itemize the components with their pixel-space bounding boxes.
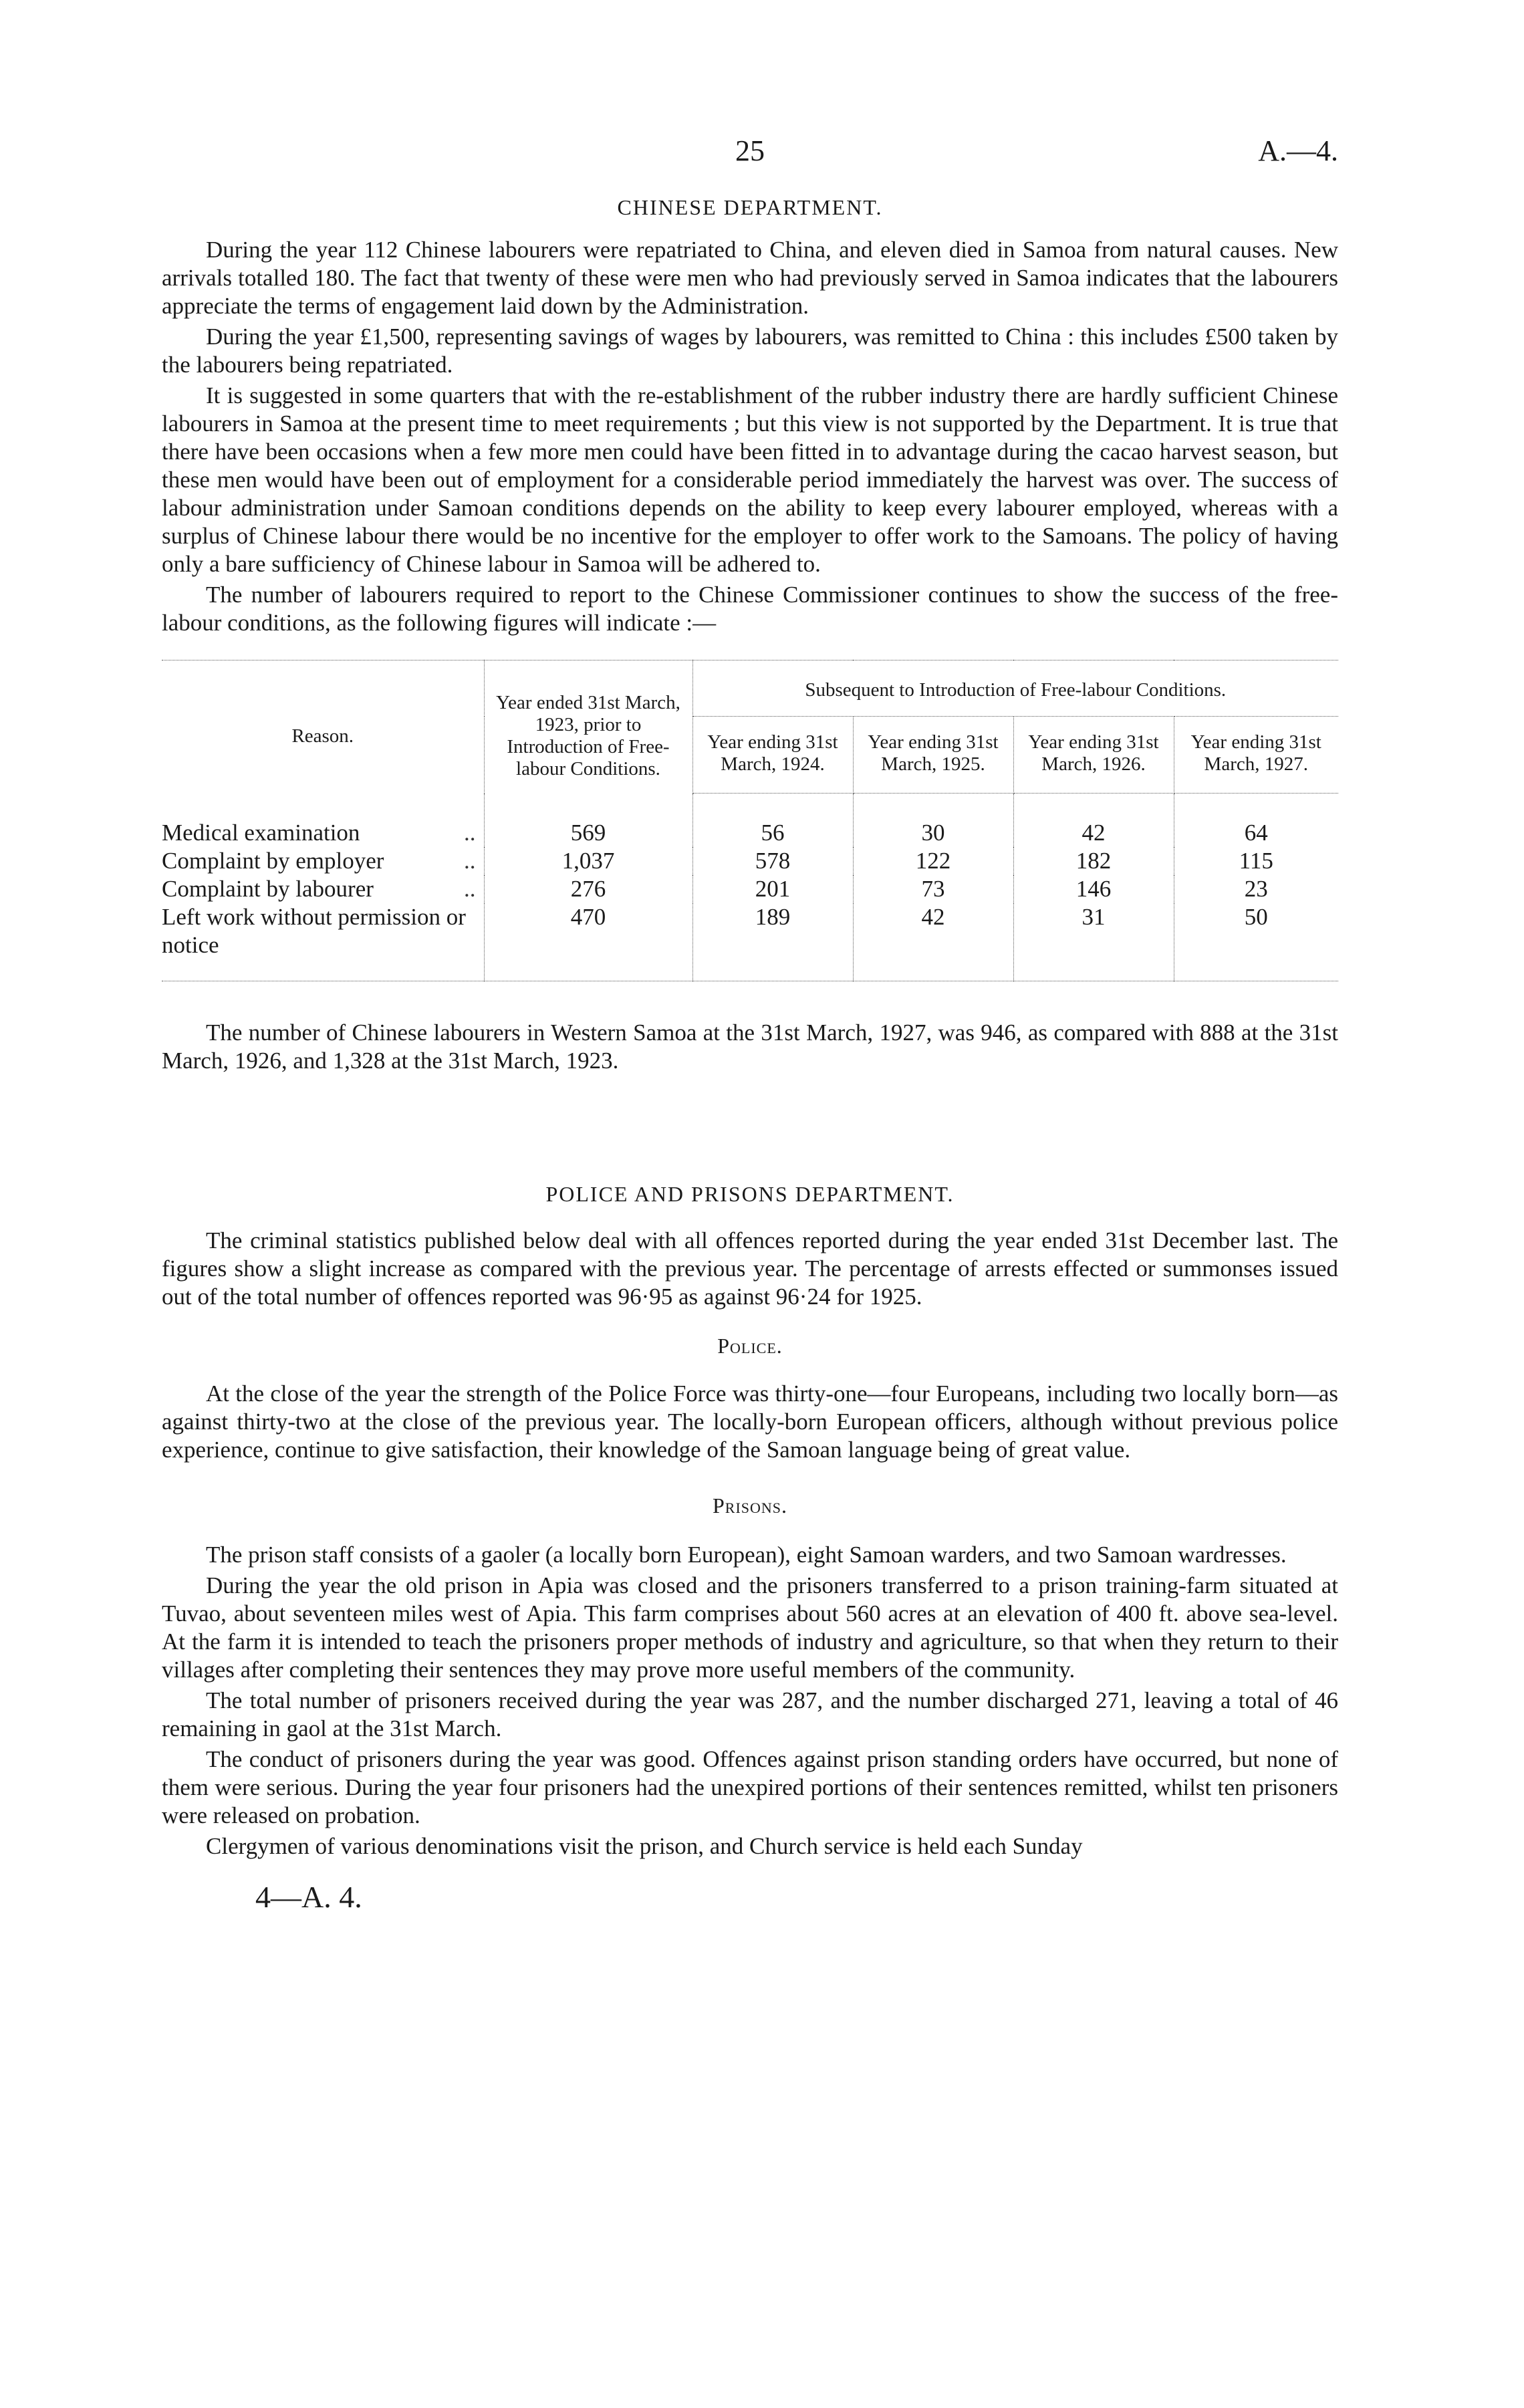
document-page — [162, 134, 1338, 1915]
cell-1924: 189 — [692, 903, 853, 981]
cell-1926: 146 — [1013, 875, 1174, 903]
column-header-prior-year: Year ended 31st March, 1923, prior to Introduction of Free-labour Conditions. — [484, 660, 692, 794]
cell-1927: 115 — [1239, 848, 1273, 874]
footer-signature-ref: 4—A. 4. — [255, 1880, 362, 1914]
cell-1926: 31 — [1013, 903, 1174, 981]
cell-1927: 50 — [1244, 904, 1268, 930]
row-leader: .. — [464, 819, 476, 846]
column-header-year-1927: Year ending 31st March, 1927. — [1174, 717, 1338, 794]
cell-1925: 73 — [853, 875, 1013, 903]
cell-1924: 578 — [692, 847, 853, 875]
cell-1926: 182 — [1013, 847, 1174, 875]
table-row — [162, 794, 1338, 848]
police-paragraph: At the close of the year the strength of the Police Force was thirty-one—four Europeans, including two locally born—as against thirty-two at the close of the previous year. The locally-born European officers, although without previous police experience, continue to give satisfaction, their knowledge of the Samoan language being of great value. — [162, 1380, 1338, 1463]
police-subtitle: Police. — [717, 1334, 783, 1358]
table-row — [162, 903, 1338, 981]
chinese-paragraph-1: During the year 112 Chinese labourers were repatriated to China, and eleven died in Samoa from natural causes. New arrivals totalled 180. The fact that twenty of these were men who had previously served in Samoa indicates that the labourers appreciate the terms of engagement laid down by the Administration. — [162, 237, 1338, 319]
prisons-subtitle: Prisons. — [712, 1493, 788, 1518]
cell-1923: 276 — [484, 875, 692, 903]
column-header-year-1924: Year ending 31st March, 1924. — [692, 717, 853, 794]
document-reference: A.—4. — [1258, 134, 1338, 167]
table-row — [162, 847, 1338, 875]
prisons-paragraph-5: Clergymen of various denominations visit the prison, and Church service is held each Sunday — [206, 1833, 1083, 1859]
row-reason: Complaint by employer — [162, 848, 384, 874]
row-reason: Complaint by labourer — [162, 876, 374, 902]
cell-1925: 122 — [853, 847, 1013, 875]
cell-1923: 1,037 — [484, 847, 692, 875]
cell-1924: 201 — [692, 875, 853, 903]
chinese-paragraph-3: It is suggested in some quarters that with the re-establishment of the rubber industry there are hardly sufficient Chinese labourers in Samoa at the present time to meet requirements ; but this view is not supported by the Department. It is true that there have been occasions when a few more men could have been fitted in to advantage during the cacao harvest season, but these men would have been out of employment for a considerable period immediately the harvest was over. The success of labour administration under Samoan conditions depends on the ability to keep every labourer employed, whereas with a surplus of Chinese labour there would be no incentive for the employer to offer work to the Samoans. The policy of having only a bare sufficiency of Chinese labour in Samoa will be adhered to. — [162, 382, 1338, 577]
prisons-paragraph-2: During the year the old prison in Apia was closed and the prisoners transferred to a prison training-farm situated at Tuvao, about seventeen miles west of Apia. This farm comprises about 560 acres at an elevation of 400 ft. above sea-level. At the farm it is intended to teach the prisoners proper methods of industry and agriculture, so that when they return to their villages after completing their sentences they may prove more useful members of the community. — [162, 1572, 1338, 1683]
row-reason: Medical examination — [162, 819, 360, 846]
prisons-paragraph-1: The prison staff consists of a gaoler (a locally born European), eight Samoan warders, and two Samoan wardresses. — [206, 1542, 1287, 1568]
cell-1923: 569 — [484, 794, 692, 848]
chinese-paragraph-2: During the year £1,500, representing savings of wages by labourers, was remitted to China : this includes £500 taken by the labourers being repatriated. — [162, 324, 1338, 378]
cell-1927: 64 — [1244, 820, 1268, 846]
prisons-paragraph-4: The conduct of prisoners during the year was good. Offences against prison standing orders have occurred, but none of them were serious. During the year four prisoners had the unexpired portions of their sentences remitted, whilst ten prisoners were released on probation. — [162, 1746, 1338, 1828]
row-reason: Left work without permission or notice — [162, 904, 466, 958]
page-header — [162, 134, 1338, 180]
cell-1923: 470 — [484, 903, 692, 981]
cell-1924: 56 — [692, 794, 853, 848]
page-number: 25 — [735, 134, 765, 167]
police-intro-paragraph: The criminal statistics published below deal with all offences reported during the year ended 31st December last. The figures show a slight increase as compared with the previous year. The percentage of arrests effected or summonses issued out of the total number of offences reported was 96·95 as against 96·24 for 1925. — [162, 1227, 1338, 1310]
cell-1925: 30 — [853, 794, 1013, 848]
row-leader: .. — [464, 876, 476, 902]
chinese-department-title: CHINESE DEPARTMENT. — [617, 195, 883, 219]
prisons-paragraph-3: The total number of prisoners received during the year was 287, and the number discharged 271, leaving a total of 46 remaining in gaol at the 31st March. — [162, 1687, 1338, 1741]
row-leader: .. — [464, 848, 476, 874]
cell-1927: 23 — [1244, 876, 1268, 902]
cell-1926: 42 — [1013, 794, 1174, 848]
column-header-reason: Reason. — [162, 660, 484, 794]
column-header-subsequent: Subsequent to Introduction of Free-labour Conditions. — [692, 660, 1338, 717]
column-header-year-1926: Year ending 31st March, 1926. — [1013, 717, 1174, 794]
labourers-report-table — [162, 660, 1338, 981]
column-header-year-1925: Year ending 31st March, 1925. — [853, 717, 1013, 794]
cell-1925: 42 — [853, 903, 1013, 981]
police-prisons-title: POLICE AND PRISONS DEPARTMENT. — [545, 1182, 955, 1206]
chinese-closing-paragraph: The number of Chinese labourers in Western Samoa at the 31st March, 1927, was 946, as compared with 888 at the 31st March, 1926, and 1,328 at the 31st March, 1923. — [162, 1019, 1338, 1074]
table-row — [162, 875, 1338, 903]
chinese-paragraph-4: The number of labourers required to report to the Chinese Commissioner continues to show the success of the free-labour conditions, as the following figures will indicate :— — [162, 582, 1338, 636]
